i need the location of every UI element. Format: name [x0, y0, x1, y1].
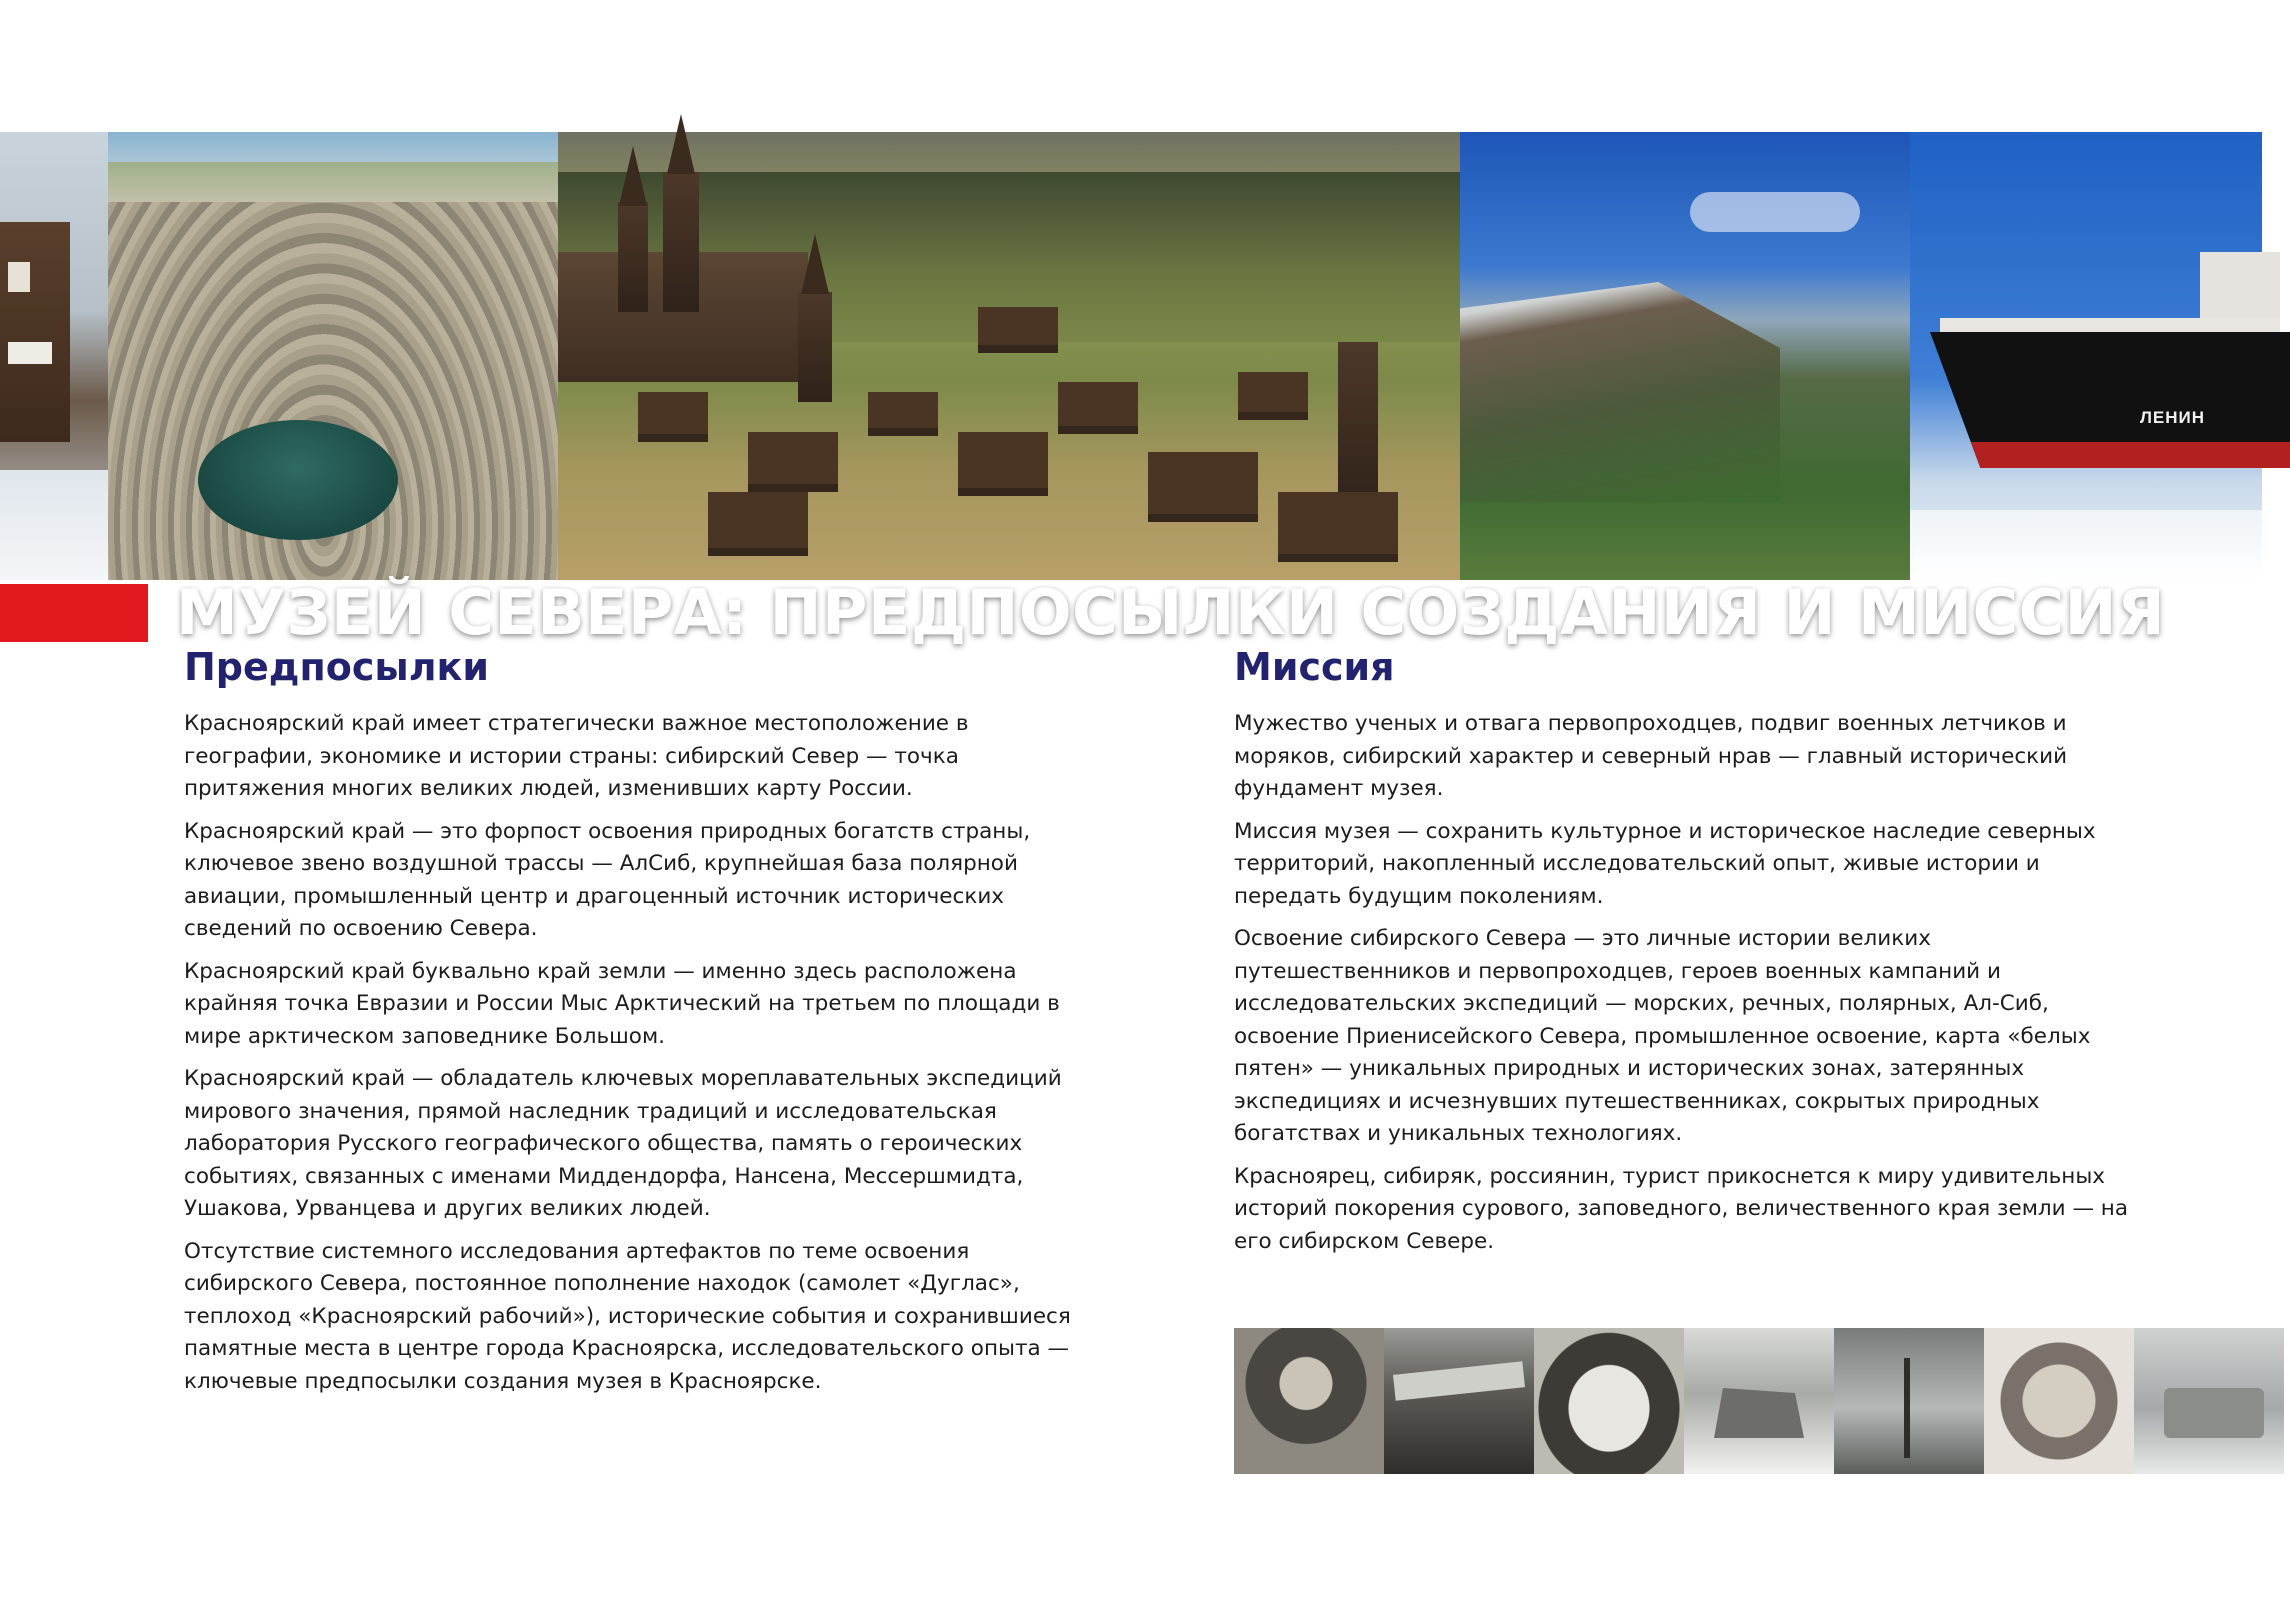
prerequisites-paragraph: Красноярский край — это форпост освоения природных богатств страны, ключевое звено воздушной трассы — АлСиб, крупнейшая база полярной авиации, промышленный центр и драгоценный источник исторических сведений по освоению Севера.: [184, 818, 1031, 941]
mission-heading: Миссия: [1234, 645, 1395, 689]
photo-scientist-portrait: [1234, 1328, 1384, 1474]
historical-photo-strip: [1234, 1328, 2262, 1474]
photo-polar-expedition: [1684, 1328, 1834, 1474]
header-banner: [0, 132, 2262, 649]
prerequisites-paragraph: Красноярский край — обладатель ключевых мореплавательных экспедиций мирового значения, прямой наследник традиций и исследовательская лаборатория Русского географического общества, память о героических событиях, связанных с именами Миддендорфа, Нансена, Мессершмидта, Ушакова, Урванцева и других великих людей.: [184, 1066, 1062, 1221]
mission-paragraph: Красноярец, сибиряк, россиянин, турист прикоснется к миру удивительных историй покорения сурового, заповедного, величественного края земли — на его сибирском Севере.: [1234, 1163, 2129, 1254]
banner-photo-wooden-house: [0, 132, 108, 580]
photo-aviators-aircraft: [1384, 1328, 1534, 1474]
prerequisites-paragraph: Красноярский край буквально край земли — именно здесь расположена крайняя точка Евразии и России Мыс Арктический на третьем по площади в мире арктическом заповеднике Большом.: [184, 958, 1060, 1049]
photo-bearded-explorer-portrait: [1534, 1328, 1684, 1474]
photo-tundra-landscape: [1834, 1328, 1984, 1474]
section-mission: [1234, 640, 2134, 1268]
red-accent-bar: [0, 584, 148, 642]
prerequisites-paragraph: Красноярский край имеет стратегически важное местоположение в географии, экономике и истории страны: сибирский Север — точка притяжения многих великих людей, изменивших карту России.: [184, 711, 969, 801]
section-prerequisites: [184, 640, 1104, 1408]
photo-all-terrain-vehicle: [2134, 1328, 2284, 1474]
banner-photo-open-pit-mine: [108, 132, 558, 580]
prerequisites-paragraph: Отсутствие системного исследования артефактов по теме освоения сибирского Севера, постоянное пополнение находок (самолет «Дуглас», теплоход «Красноярский рабочий»), исторические события и сохранившиеся памятные места в центре города Красноярска, исследовательского опыта — ключевые предпосылки создания музея в Красноярске.: [184, 1238, 1071, 1394]
ship-name-label: ЛЕНИН: [2140, 408, 2206, 427]
photo-woman-portrait: [1984, 1328, 2134, 1474]
prerequisites-heading: Предпосылки: [184, 645, 489, 689]
mission-paragraph: Мужество ученых и отвага первопроходцев, подвиг военных летчиков и моряков, сибирский характер и северный нрав — главный исторический фундамент музея.: [1234, 711, 2068, 801]
banner-photo-plateau-landscape: [1460, 132, 1910, 580]
banner-photo-fortress-diorama: [558, 132, 1460, 580]
banner-photo-icebreaker-lenin: [1910, 132, 2262, 580]
mission-paragraph: Освоение сибирского Севера — это личные истории великих путешественников и первопроходцев, героев военных кампаний и исследовательских экспедиций — морских, речных, полярных, Ал-Сиб, освоение Приенисейского Севера, промышленное освоение, карта «белых пятен» — уникальных природных и исторических зонах, затерянных экспедициях и исчезнувших путешественниках, сокрытых природных богатствах и уникальных технологиях.: [1234, 926, 2091, 1146]
mission-paragraph: Миссия музея — сохранить культурное и историческое наследие северных территорий, накопленный исследовательский опыт, живые истории и передать будущим поколениям.: [1234, 818, 2096, 909]
page-title: МУЗЕЙ СЕВЕРА: ПРЕДПОСЫЛКИ СОЗДАНИЯ И МИССИЯ: [176, 576, 2166, 649]
